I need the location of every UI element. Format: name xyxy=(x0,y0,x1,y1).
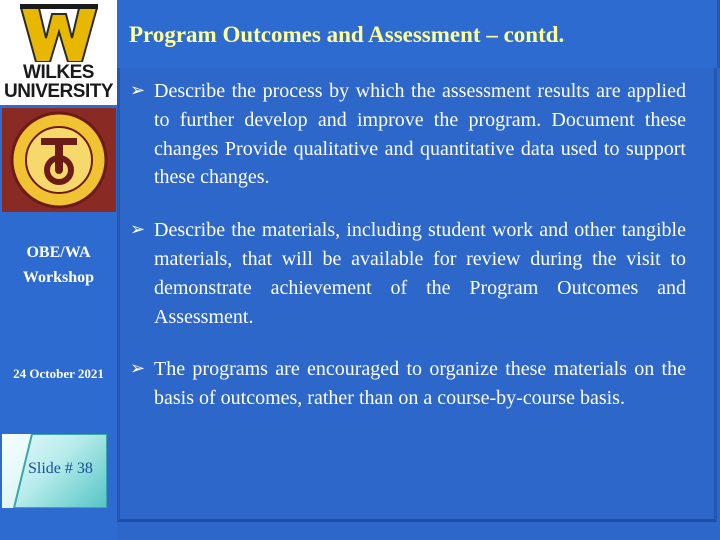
utm-crest-icon xyxy=(2,108,116,212)
wilkes-university-logo xyxy=(0,0,117,105)
bullet-text: Describe the materials, including student work and other tangible materials, that will be available for review during the visit to demonstrate achievement of the Program Outcomes and Assessment. xyxy=(154,219,686,328)
page-title: Program Outcomes and Assessment – contd. xyxy=(129,22,565,47)
bullet-text: Describe the process by which the assessment results are applied to further develop and improve the program. Document these changes Provide qualitative and quantitative data used to support these changes. xyxy=(154,80,686,189)
date-label: 24 October 2021 xyxy=(13,366,104,381)
list-item xyxy=(130,355,686,413)
utm-crest-logo xyxy=(2,108,116,212)
wilkes-w-icon xyxy=(20,4,98,62)
slide-number: Slide # 38 xyxy=(28,460,93,477)
list-item xyxy=(130,77,686,192)
workshop-label: OBE/WA Workshop xyxy=(22,244,95,286)
logo-line-university: UNIVERSITY xyxy=(3,81,114,102)
bullet-list xyxy=(130,77,686,437)
arrowhead-bullet-icon: ➢ xyxy=(130,80,146,101)
logo-line-wilkes: WILKES xyxy=(23,62,94,83)
arrowhead-bullet-icon: ➢ xyxy=(130,219,146,241)
bullet-text: The programs are encouraged to organize these materials on the basis of outcomes, rather than on a course-by-course basis. xyxy=(154,358,686,410)
list-item xyxy=(130,216,686,331)
arrowhead-bullet-icon: ➢ xyxy=(130,358,146,380)
